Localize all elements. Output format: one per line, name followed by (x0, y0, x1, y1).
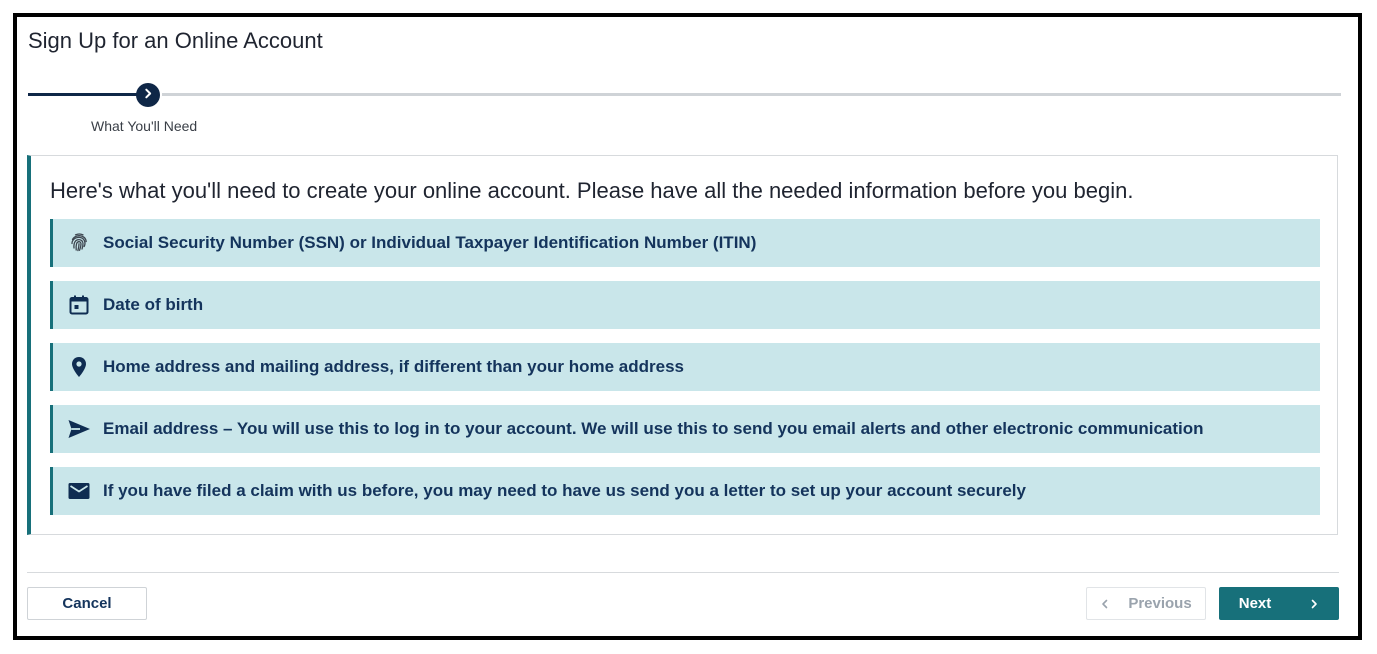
requirement-item-ssn (50, 219, 1320, 267)
chevron-left-icon (1100, 599, 1110, 609)
next-button-label: Next (1238, 595, 1272, 612)
requirement-item-date-of-birth (50, 281, 1320, 329)
page-title: Sign Up for an Online Account (28, 28, 323, 53)
footer-divider (27, 572, 1339, 573)
requirement-label: Date of birth (103, 295, 204, 314)
mail-icon (67, 479, 91, 503)
calendar-icon (67, 293, 91, 317)
chevron-right-icon (1309, 599, 1319, 609)
requirement-label: Social Security Number (SSN) or Individual Taxpayer Identification Number (ITIN) (103, 233, 757, 252)
previous-button[interactable] (1086, 587, 1206, 620)
stepper-current-step (136, 83, 160, 107)
requirement-item-email (50, 405, 1320, 453)
cancel-button[interactable]: Cancel (27, 587, 147, 620)
next-button[interactable] (1219, 587, 1339, 620)
stepper-step-label: What You'll Need (91, 118, 198, 134)
requirement-item-letter (50, 467, 1320, 515)
chevron-right-icon (143, 86, 154, 104)
requirement-label: If you have filed a claim with us before, you may need to have us send you a letter to set up your account securely (103, 481, 1026, 500)
location-pin-icon (67, 355, 91, 379)
stepper-progress-complete (28, 93, 138, 96)
requirements-intro: Here's what you'll need to create your online account. Please have all the needed information before you begin. (50, 178, 1134, 203)
requirements-panel (27, 155, 1338, 535)
requirement-label: Home address and mailing address, if different than your home address (103, 357, 684, 376)
sign-up-window (13, 13, 1362, 640)
stepper-progress-remaining (162, 93, 1341, 96)
requirement-item-address (50, 343, 1320, 391)
send-icon (67, 417, 91, 441)
fingerprint-icon (67, 231, 91, 255)
previous-button-label: Previous (1128, 595, 1192, 612)
requirement-label: Email address – You will use this to log in to your account. We will use this to send you email alerts and other electronic communication (103, 419, 1204, 438)
